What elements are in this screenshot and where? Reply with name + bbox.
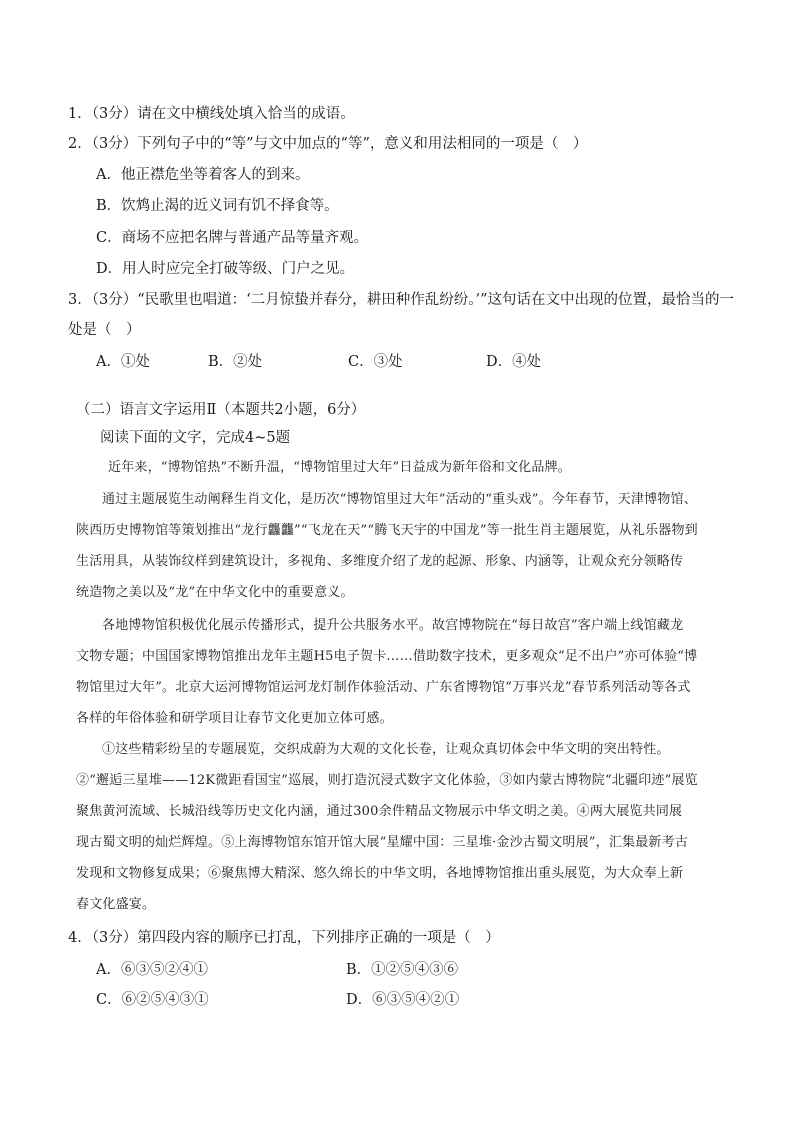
passage-p2-line: 通过主题展览生动阐释生肖文化，是历次“博物馆里过大年”活动的“重头戏”。今年春节，天津博物馆、 xyxy=(102,492,697,507)
passage-p3-line: 各样的年俗体验和研学项目让春节文化更加立体可感。 xyxy=(76,711,393,726)
question-3-option-b: B．②处 xyxy=(208,354,263,370)
passage-p4-line: 春文化盛宴。 xyxy=(76,897,156,912)
question-4-option-a: A．⑥③⑤②④① xyxy=(96,962,208,978)
question-4-option-d: D．⑥③⑤④②① xyxy=(346,992,460,1008)
question-3-option-c: C．③处 xyxy=(348,354,403,370)
passage-p4-line: 聚焦黄河流域、长城沿线等历史文化内涵，通过300余件精品文物展示中华文明之美。④两大展览共同展 xyxy=(76,804,683,819)
question-2-option-b: B．饮鸩止渴的近义词有饥不择食等。 xyxy=(96,198,339,214)
question-3-option-a: A．①处 xyxy=(96,354,150,370)
question-3-option-d: D．④处 xyxy=(486,354,542,370)
passage-p4-line: 现古蜀文明的灿烂辉煌。⑤上海博物馆东馆开馆大展“星耀中国：三星堆·金沙古蜀文明展”，汇集最新考古 xyxy=(76,835,689,850)
question-4-option-b: B．①②⑤④③⑥ xyxy=(346,962,459,978)
passage-p2-line: 统造物之美以及“龙”在中华文化中的重要意义。 xyxy=(76,585,354,600)
question-2-option-a: A．他正襟危坐等着客人的到来。 xyxy=(96,167,310,183)
question-2-option-d: D．用人时应完全打破等级、门户之见。 xyxy=(96,261,355,277)
passage-p3-line: 物馆里过大年”。北京大运河博物馆运河龙灯制作体验活动、广东省博物馆“万事兴龙”春节系列活动等各式 xyxy=(76,680,691,695)
passage-p1-line: 近年来，“博物馆热”不断升温，“博物馆里过大年”日益成为新年俗和文化品牌。 xyxy=(108,460,571,475)
question-2: 2．（3分）下列句子中的“等”与文中加点的“等”，意义和用法相同的一项是（ ） xyxy=(68,136,588,152)
question-2-option-c: C．商场不应把名牌与普通产品等量齐观。 xyxy=(96,230,369,246)
passage-p4-line: ②“邂逅三星堆——12K微距看国宝”巡展，则打造沉浸式数字文化体验，③如内蒙古博物院“北疆印迹”展览 xyxy=(76,773,698,788)
section-title: （二）语言文字运用Ⅱ（本题共2小题，6分） xyxy=(76,402,366,418)
question-4: 4．（3分）第四段内容的顺序已打乱，下列排序正确的一项是（ ） xyxy=(68,930,500,946)
section-instruction: 阅读下面的文字，完成4~5题 xyxy=(100,430,291,446)
passage-p2-line: 陕西历史博物馆等策划推出“龙行龘龘”“飞龙在天”“腾飞天宇的中国龙”等一批生肖主题展览，从礼乐器物到 xyxy=(76,523,698,538)
passage-p2-line: 生活用具，从装饰纹样到建筑设计，多视角、多维度介绍了龙的起源、形象、内涵等，让观众充分领略传 xyxy=(76,554,684,569)
question-1: 1．（3分）请在文中横线处填入恰当的成语。 xyxy=(68,106,355,122)
passage-p4-line: ①这些精彩纷呈的专题展览，交织成蔚为大观的文化长卷，让观众真切体会中华文明的突出特性。 xyxy=(102,742,670,757)
question-3-line-1: 3．（3分）“民歌里也唱道：‘二月惊蛰并春分，耕田种作乱纷纷。’”这句话在文中出现的位置，最恰当的一 xyxy=(68,292,734,308)
question-4-option-c: C．⑥②⑤④③① xyxy=(96,992,209,1008)
passage-p4-line: 发现和文物修复成果；⑥聚焦博大精深、悠久绵长的中华文明，各地博物馆推出重头展览，为大众奉上新 xyxy=(76,866,684,881)
passage-p3-line: 各地博物馆积极优化展示传播形式，提升公共服务水平。故宫博物院在“每日故宫”客户端上线馆藏龙 xyxy=(102,618,684,633)
question-3-line-2: 处是（ ） xyxy=(68,322,141,338)
passage-p3-line: 文物专题；中国国家博物馆推出龙年主题H5电子贺卡……借助数字技术，更多观众“足不出户”亦可体验“博 xyxy=(76,649,698,664)
